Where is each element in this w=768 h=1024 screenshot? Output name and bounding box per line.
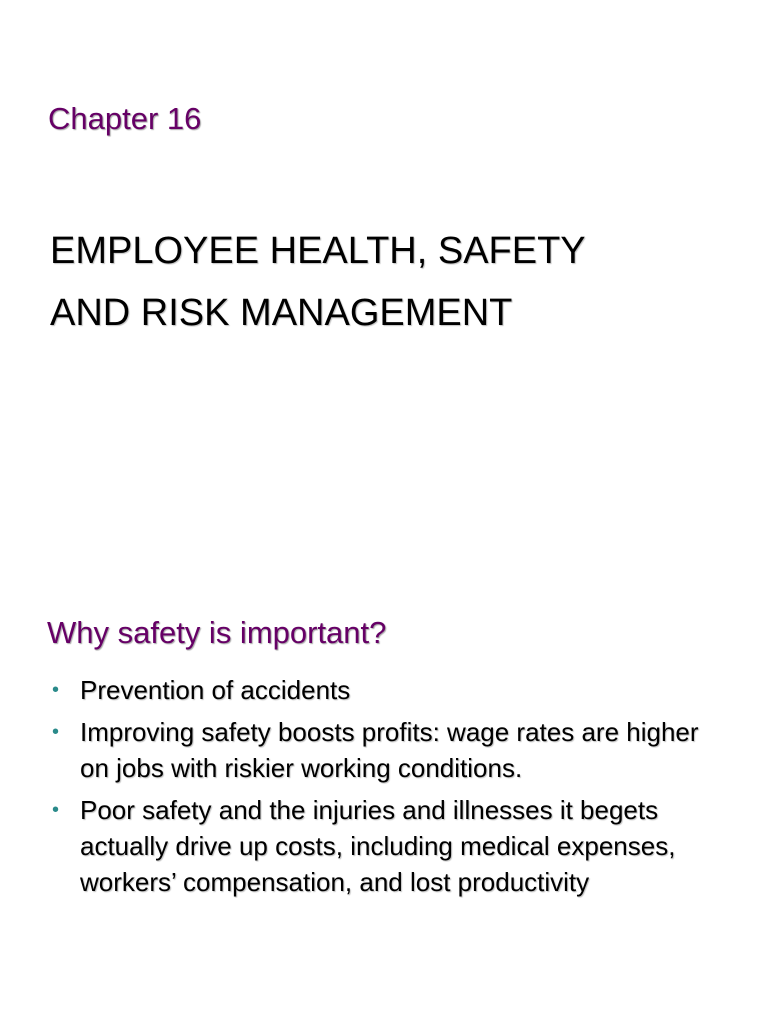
bullet-dot-icon: • — [52, 721, 60, 743]
bullet-list — [52, 672, 732, 906]
chapter-label: Chapter 16 — [48, 101, 202, 136]
section-heading: Why safety is important? — [47, 615, 387, 650]
slide-title — [50, 220, 750, 344]
bullet-dot-icon: • — [52, 679, 60, 701]
bullet-text: Poor safety and the injuries and illnesses it begets actually drive up costs, including medical expenses, workers’ compensation, and lost productivity — [80, 795, 676, 897]
bullet-text: Improving safety boosts profits: wage rates are higher on jobs with riskier working conditions. — [80, 717, 699, 783]
bullet-item — [52, 672, 732, 708]
slide-title-line-2: AND RISK MANAGEMENT — [50, 292, 513, 334]
bullet-item — [52, 714, 732, 786]
bullet-text: Prevention of accidents — [80, 675, 351, 705]
bullet-item — [52, 792, 732, 900]
slide-title-line-1: EMPLOYEE HEALTH, SAFETY — [50, 230, 586, 272]
bullet-dot-icon: • — [52, 799, 60, 821]
